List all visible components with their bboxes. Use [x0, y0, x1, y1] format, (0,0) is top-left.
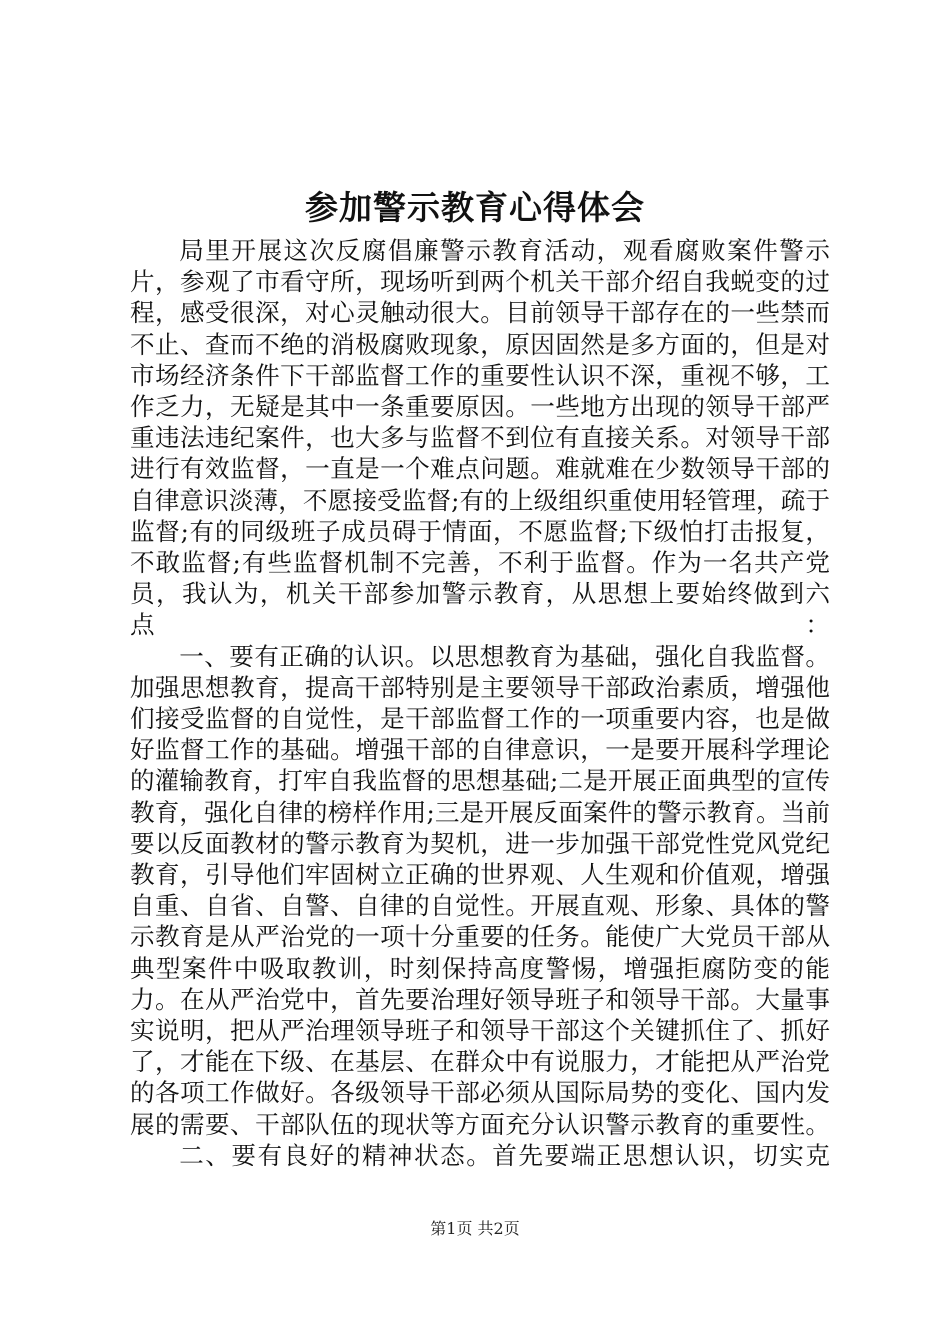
- document-body: [130, 235, 830, 1171]
- document-title: 参加警示教育心得体会: [305, 188, 645, 227]
- paragraph-intro: 局里开展这次反腐倡廉警示教育活动，观看腐败案件警示片，参观了市看守所，现场听到两个机关干部介绍自我蜕变的过程，感受很深，对心灵触动很大。目前领导干部存在的一些禁而不止、查而不绝的消极腐败现象，原因固然是多方面的，但是对市场经济条件下干部监督工作的重要性认识不深，重视不够，工作乏力，无疑是其中一条重要原因。一些地方出现的领导干部严重违法违纪案件，也大多与监督不到位有直接关系。对领导干部进行有效监督，一直是一个难点问题。难就难在少数领导干部的自律意识淡薄，不愿接受监督;有的上级组织重使用轻管理，疏于监督;有的同级班子成员碍于情面，不愿监督;下级怕打击报复，不敢监督;有些监督机制不完善，不利于监督。作为一名共产党员，我认为，机关干部参加警示教育，从思想上要始终做到六点：: [130, 236, 830, 640]
- page-number-footer: 第1页 共2页: [430, 1219, 520, 1238]
- paragraph-point-two: 二、要有良好的精神状态。首先要端正思想认识，切实克: [179, 1140, 830, 1170]
- paragraph-point-one: 一、要有正确的认识。以思想教育为基础，强化自我监督。加强思想教育，提高干部特别是主要领导干部政治素质，增强他们接受监督的自觉性，是干部监督工作的一项重要内容，也是做好监督工作的基础。增强干部的自律意识，一是要开展科学理论的灌输教育，打牢自我监督的思想基础;二是开展正面典型的宣传教育，强化自律的榜样作用;三是开展反面案件的警示教育。当前要以反面教材的警示教育为契机，进一步加强干部党性党风党纪教育，引导他们牢固树立正确的世界观、人生观和价值观，增强自重、自省、自警、自律的自觉性。开展直观、形象、具体的警示教育是从严治党的一项十分重要的任务。能使广大党员干部从典型案件中吸取教训，时刻保持高度警惕，增强拒腐防变的能力。在从严治党中，首先要治理好领导班子和领导干部。大量事实说明，把从严治理领导班子和领导干部这个关键抓住了、抓好了，才能在下级、在基层、在群众中有说服力，才能把从严治党的各项工作做好。各级领导干部必须从国际局势的变化、国内发展的需要、干部队伍的现状等方面充分认识警示教育的重要性。: [130, 641, 830, 1139]
